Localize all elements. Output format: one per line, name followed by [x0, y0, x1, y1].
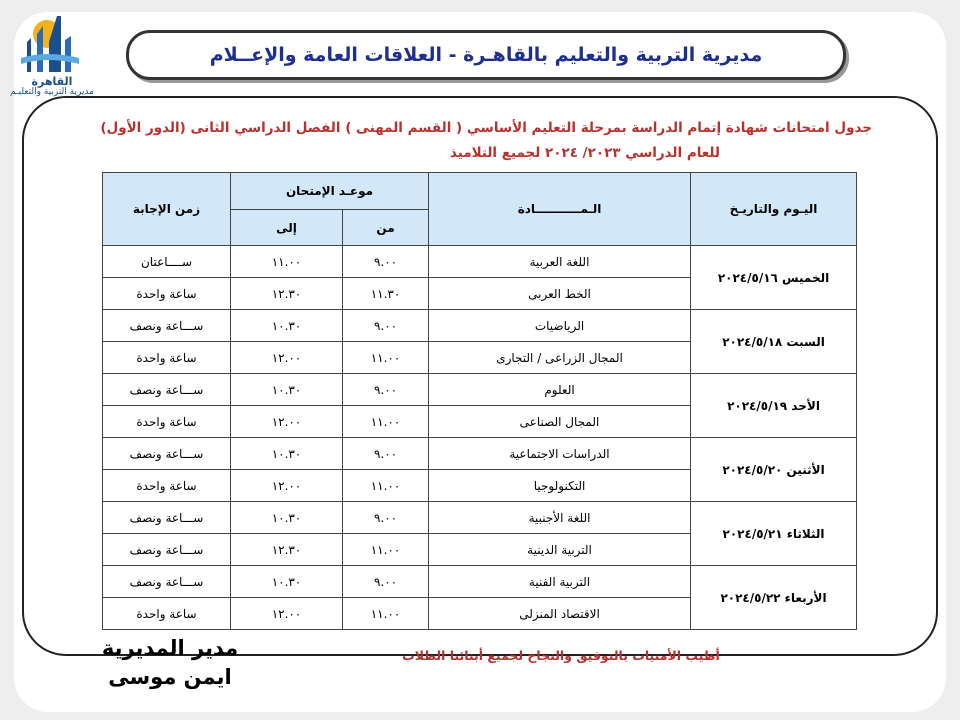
- from-cell: ١١.٠٠: [343, 342, 429, 374]
- signature-name: ايمن موسى: [108, 665, 232, 689]
- from-cell: ٩.٠٠: [343, 502, 429, 534]
- duration-cell: ساعة واحدة: [103, 406, 231, 438]
- header-subject: الـمـــــــــــادة: [429, 173, 691, 246]
- table-row: [103, 502, 857, 534]
- duration-cell: ســـاعة ونصف: [103, 310, 231, 342]
- from-cell: ٩.٠٠: [343, 310, 429, 342]
- logo-text-main: القاهرة: [31, 75, 73, 88]
- header-from: من: [343, 210, 429, 246]
- duration-cell: ســـاعة ونصف: [103, 374, 231, 406]
- signature-title: مدير المديرية: [101, 636, 239, 660]
- duration-cell: ساعة واحدة: [103, 598, 231, 630]
- duration-cell: ســـاعة ونصف: [103, 566, 231, 598]
- duration-cell: ساعة واحدة: [103, 278, 231, 310]
- header-day-date: اليـوم والتاريـخ: [691, 173, 857, 246]
- to-cell: ١٢.٣٠: [231, 534, 343, 566]
- subject-cell: المجال الصناعى: [429, 406, 691, 438]
- from-cell: ٩.٠٠: [343, 566, 429, 598]
- table-row: [103, 438, 857, 470]
- header-exam-time: موعـد الإمتحان: [231, 173, 429, 210]
- subject-cell: الاقتصاد المنزلى: [429, 598, 691, 630]
- to-cell: ١٢.٣٠: [231, 278, 343, 310]
- from-cell: ١١.٠٠: [343, 598, 429, 630]
- to-cell: ١٢.٠٠: [231, 406, 343, 438]
- subject-cell: التربية الفنية: [429, 566, 691, 598]
- subject-cell: التكنولوجيا: [429, 470, 691, 502]
- from-cell: ٩.٠٠: [343, 374, 429, 406]
- duration-cell: ساعة واحدة: [103, 470, 231, 502]
- day-date-cell: الخميس ٢٠٢٤/٥/١٦: [691, 246, 857, 310]
- day-date-cell: الأحد ٢٠٢٤/٥/١٩: [691, 374, 857, 438]
- to-cell: ١٠.٣٠: [231, 374, 343, 406]
- header-banner: [126, 30, 846, 80]
- table-row: [103, 310, 857, 342]
- from-cell: ٩.٠٠: [343, 246, 429, 278]
- day-date-cell: السبت ٢٠٢٤/٥/١٨: [691, 310, 857, 374]
- day-date-cell: الأربعاء ٢٠٢٤/٥/٢٢: [691, 566, 857, 630]
- to-cell: ١٢.٠٠: [231, 342, 343, 374]
- day-date-cell: الثلاثاء ٢٠٢٤/٥/٢١: [691, 502, 857, 566]
- to-cell: ١٢.٠٠: [231, 598, 343, 630]
- duration-cell: ســـاعة ونصف: [103, 438, 231, 470]
- subject-cell: التربية الدينية: [429, 534, 691, 566]
- header-duration: زمن الإجابة: [103, 173, 231, 246]
- logo-text-sub: مديرية التربية والتعليـم: [9, 87, 94, 97]
- to-cell: ١٠.٣٠: [231, 566, 343, 598]
- logo-emblem-icon: [17, 12, 87, 76]
- director-signature: [70, 634, 270, 692]
- from-cell: ٩.٠٠: [343, 438, 429, 470]
- exam-schedule-table: [102, 172, 857, 630]
- duration-cell: ســـاعة ونصف: [103, 534, 231, 566]
- from-cell: ١١.٠٠: [343, 406, 429, 438]
- subject-cell: اللغة العربية: [429, 246, 691, 278]
- table-row: [103, 374, 857, 406]
- directorate-logo: [6, 12, 98, 104]
- schedule-title-line1: جدول امتحانات شهادة إتمام الدراسة بمرحلة التعليم الأساسي ( القسم المهنى ) الفصل الدراسي الثانى (الدور الأول): [100, 120, 872, 136]
- table-row: [103, 566, 857, 598]
- duration-cell: ســــاعتان: [103, 246, 231, 278]
- subject-cell: الخط العربى: [429, 278, 691, 310]
- subject-cell: العلوم: [429, 374, 691, 406]
- table-row: [103, 246, 857, 278]
- from-cell: ١١.٠٠: [343, 534, 429, 566]
- subject-cell: اللغة الأجنبية: [429, 502, 691, 534]
- to-cell: ١٠.٣٠: [231, 310, 343, 342]
- to-cell: ١٠.٣٠: [231, 502, 343, 534]
- wishes-text: أطيب الأمنيات بالتوفيق والنجاح لجميع أبنائنا الطلاب: [402, 648, 720, 663]
- from-cell: ١١.٠٠: [343, 470, 429, 502]
- subject-cell: المجال الزراعى / التجارى: [429, 342, 691, 374]
- schedule-title-line2: للعام الدراسي ٢٠٢٣/ ٢٠٢٤ لجميع التلاميذ: [449, 145, 720, 161]
- duration-cell: ساعة واحدة: [103, 342, 231, 374]
- to-cell: ١٢.٠٠: [231, 470, 343, 502]
- subject-cell: الرياضيات: [429, 310, 691, 342]
- header-title: مديرية التربية والتعليم بالقاهـرة - العلاقات العامة والإعــلام: [209, 44, 763, 66]
- to-cell: ١١.٠٠: [231, 246, 343, 278]
- from-cell: ١١.٣٠: [343, 278, 429, 310]
- to-cell: ١٠.٣٠: [231, 438, 343, 470]
- duration-cell: ســـاعة ونصف: [103, 502, 231, 534]
- day-date-cell: الأثنين ٢٠٢٤/٥/٢٠: [691, 438, 857, 502]
- subject-cell: الدراسات الاجتماعية: [429, 438, 691, 470]
- header-to: إلى: [231, 210, 343, 246]
